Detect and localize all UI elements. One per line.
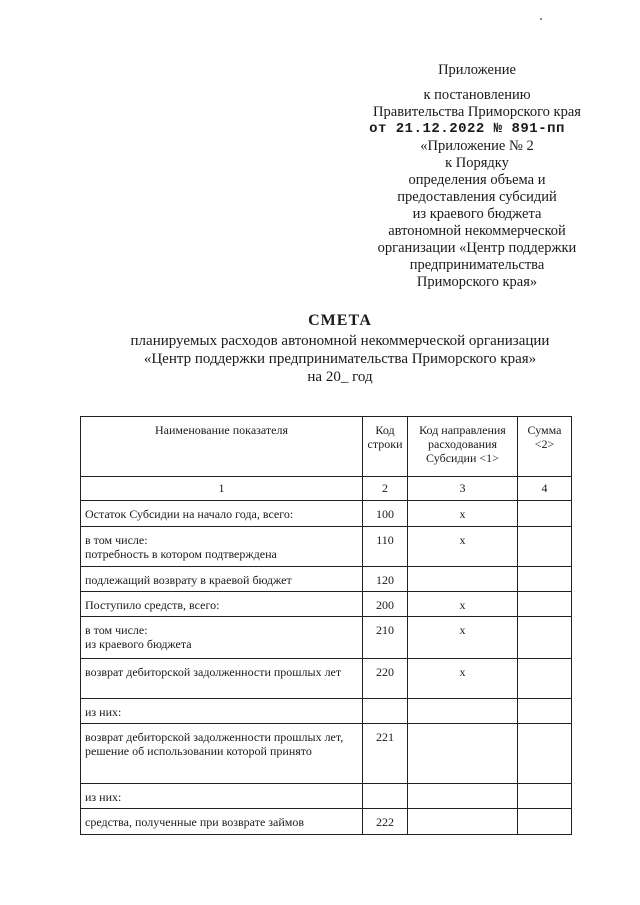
row-direction-cell: х [408, 592, 518, 617]
estimate-table [80, 416, 572, 835]
row-direction-cell [408, 809, 518, 835]
title-line-2: «Центр поддержки предпринимательства Приморского края» [143, 351, 537, 367]
row-code-cell [363, 699, 408, 724]
row-sum-cell [518, 501, 572, 527]
resolution-stamp: от 21.12.2022 № 891-пп [369, 121, 565, 137]
row-code-cell [363, 784, 408, 809]
document-title-block [60, 312, 620, 386]
row-name-cell: в том числе: потребность в котором подтверждена [81, 527, 363, 567]
header-direction: Код направления расходования Субсидии <1> [408, 417, 518, 477]
row-sum-cell [518, 592, 572, 617]
row-code-cell: 110 [363, 527, 408, 567]
row-code-cell: 120 [363, 567, 408, 592]
table-row [81, 784, 572, 809]
table-row [81, 699, 572, 724]
table-row [81, 724, 572, 784]
row-sum-cell [518, 617, 572, 659]
title-line-3: на 20_ год [307, 369, 373, 385]
appendix2-line: предпринимательства [409, 257, 545, 273]
row-direction-cell [408, 699, 518, 724]
row-sum-cell [518, 527, 572, 567]
table-row [81, 567, 572, 592]
row-direction-cell [408, 724, 518, 784]
row-name-cell: из них: [81, 699, 363, 724]
document-title: СМЕТА [308, 312, 372, 329]
row-code-cell: 200 [363, 592, 408, 617]
row-name-cell: подлежащий возврату в краевой бюджет [81, 567, 363, 592]
row-code-cell: 221 [363, 724, 408, 784]
row-sum-cell [518, 699, 572, 724]
appendix-label: Приложение [438, 62, 516, 78]
table-row [81, 617, 572, 659]
table-row [81, 501, 572, 527]
appendix2-line: к Порядку [445, 155, 509, 171]
row-sum-cell [518, 784, 572, 809]
table-row [81, 527, 572, 567]
row-name-cell: в том числе: из краевого бюджета [81, 617, 363, 659]
appendix2-line: организации «Центр поддержки [377, 240, 577, 256]
appendix2-line: Приморского края» [416, 274, 538, 290]
appendix2-line: «Приложение № 2 [420, 138, 534, 154]
row-name-cell: средства, полученные при возврате займов [81, 809, 363, 835]
table-row [81, 659, 572, 699]
colnum: 1 [81, 477, 363, 501]
row-sum-cell [518, 809, 572, 835]
header-name: Наименование показателя [81, 417, 363, 477]
row-name-cell: возврат дебиторской задолженности прошлых лет [81, 659, 363, 699]
row-name-cell: возврат дебиторской задолженности прошлых лет, решение об использовании которой принято [81, 724, 363, 784]
row-code-cell: 100 [363, 501, 408, 527]
title-line-1: планируемых расходов автономной некоммерческой организации [130, 333, 550, 349]
row-direction-cell: х [408, 527, 518, 567]
appendix2-line: автономной некоммерческой [388, 223, 566, 239]
row-name-cell: Остаток Субсидии на начало года, всего: [81, 501, 363, 527]
table-row [81, 592, 572, 617]
appendix-header [362, 62, 592, 291]
row-direction-cell [408, 784, 518, 809]
row-name-cell: Поступило средств, всего: [81, 592, 363, 617]
government-label: Правительства Приморского края [373, 104, 581, 120]
row-code-cell: 210 [363, 617, 408, 659]
row-sum-cell [518, 659, 572, 699]
row-direction-cell: х [408, 501, 518, 527]
scan-speck [540, 18, 542, 20]
appendix2-line: предоставления субсидий [397, 189, 557, 205]
row-code-cell: 220 [363, 659, 408, 699]
appendix2-block [362, 138, 592, 291]
row-direction-cell: х [408, 659, 518, 699]
colnum: 2 [363, 477, 408, 501]
row-direction-cell [408, 567, 518, 592]
table-row [81, 809, 572, 835]
to-resolution-label: к постановлению [423, 87, 531, 103]
row-code-cell: 222 [363, 809, 408, 835]
row-sum-cell [518, 567, 572, 592]
row-name-cell: из них: [81, 784, 363, 809]
table-body [81, 501, 572, 835]
colnum: 4 [518, 477, 572, 501]
column-number-row [81, 477, 572, 501]
header-sum: Сумма <2> [518, 417, 572, 477]
appendix2-line: из краевого бюджета [412, 206, 542, 222]
colnum: 3 [408, 477, 518, 501]
table-header-row [81, 417, 572, 477]
appendix2-line: определения объема и [408, 172, 546, 188]
row-direction-cell: х [408, 617, 518, 659]
row-sum-cell [518, 724, 572, 784]
header-code: Код строки [363, 417, 408, 477]
